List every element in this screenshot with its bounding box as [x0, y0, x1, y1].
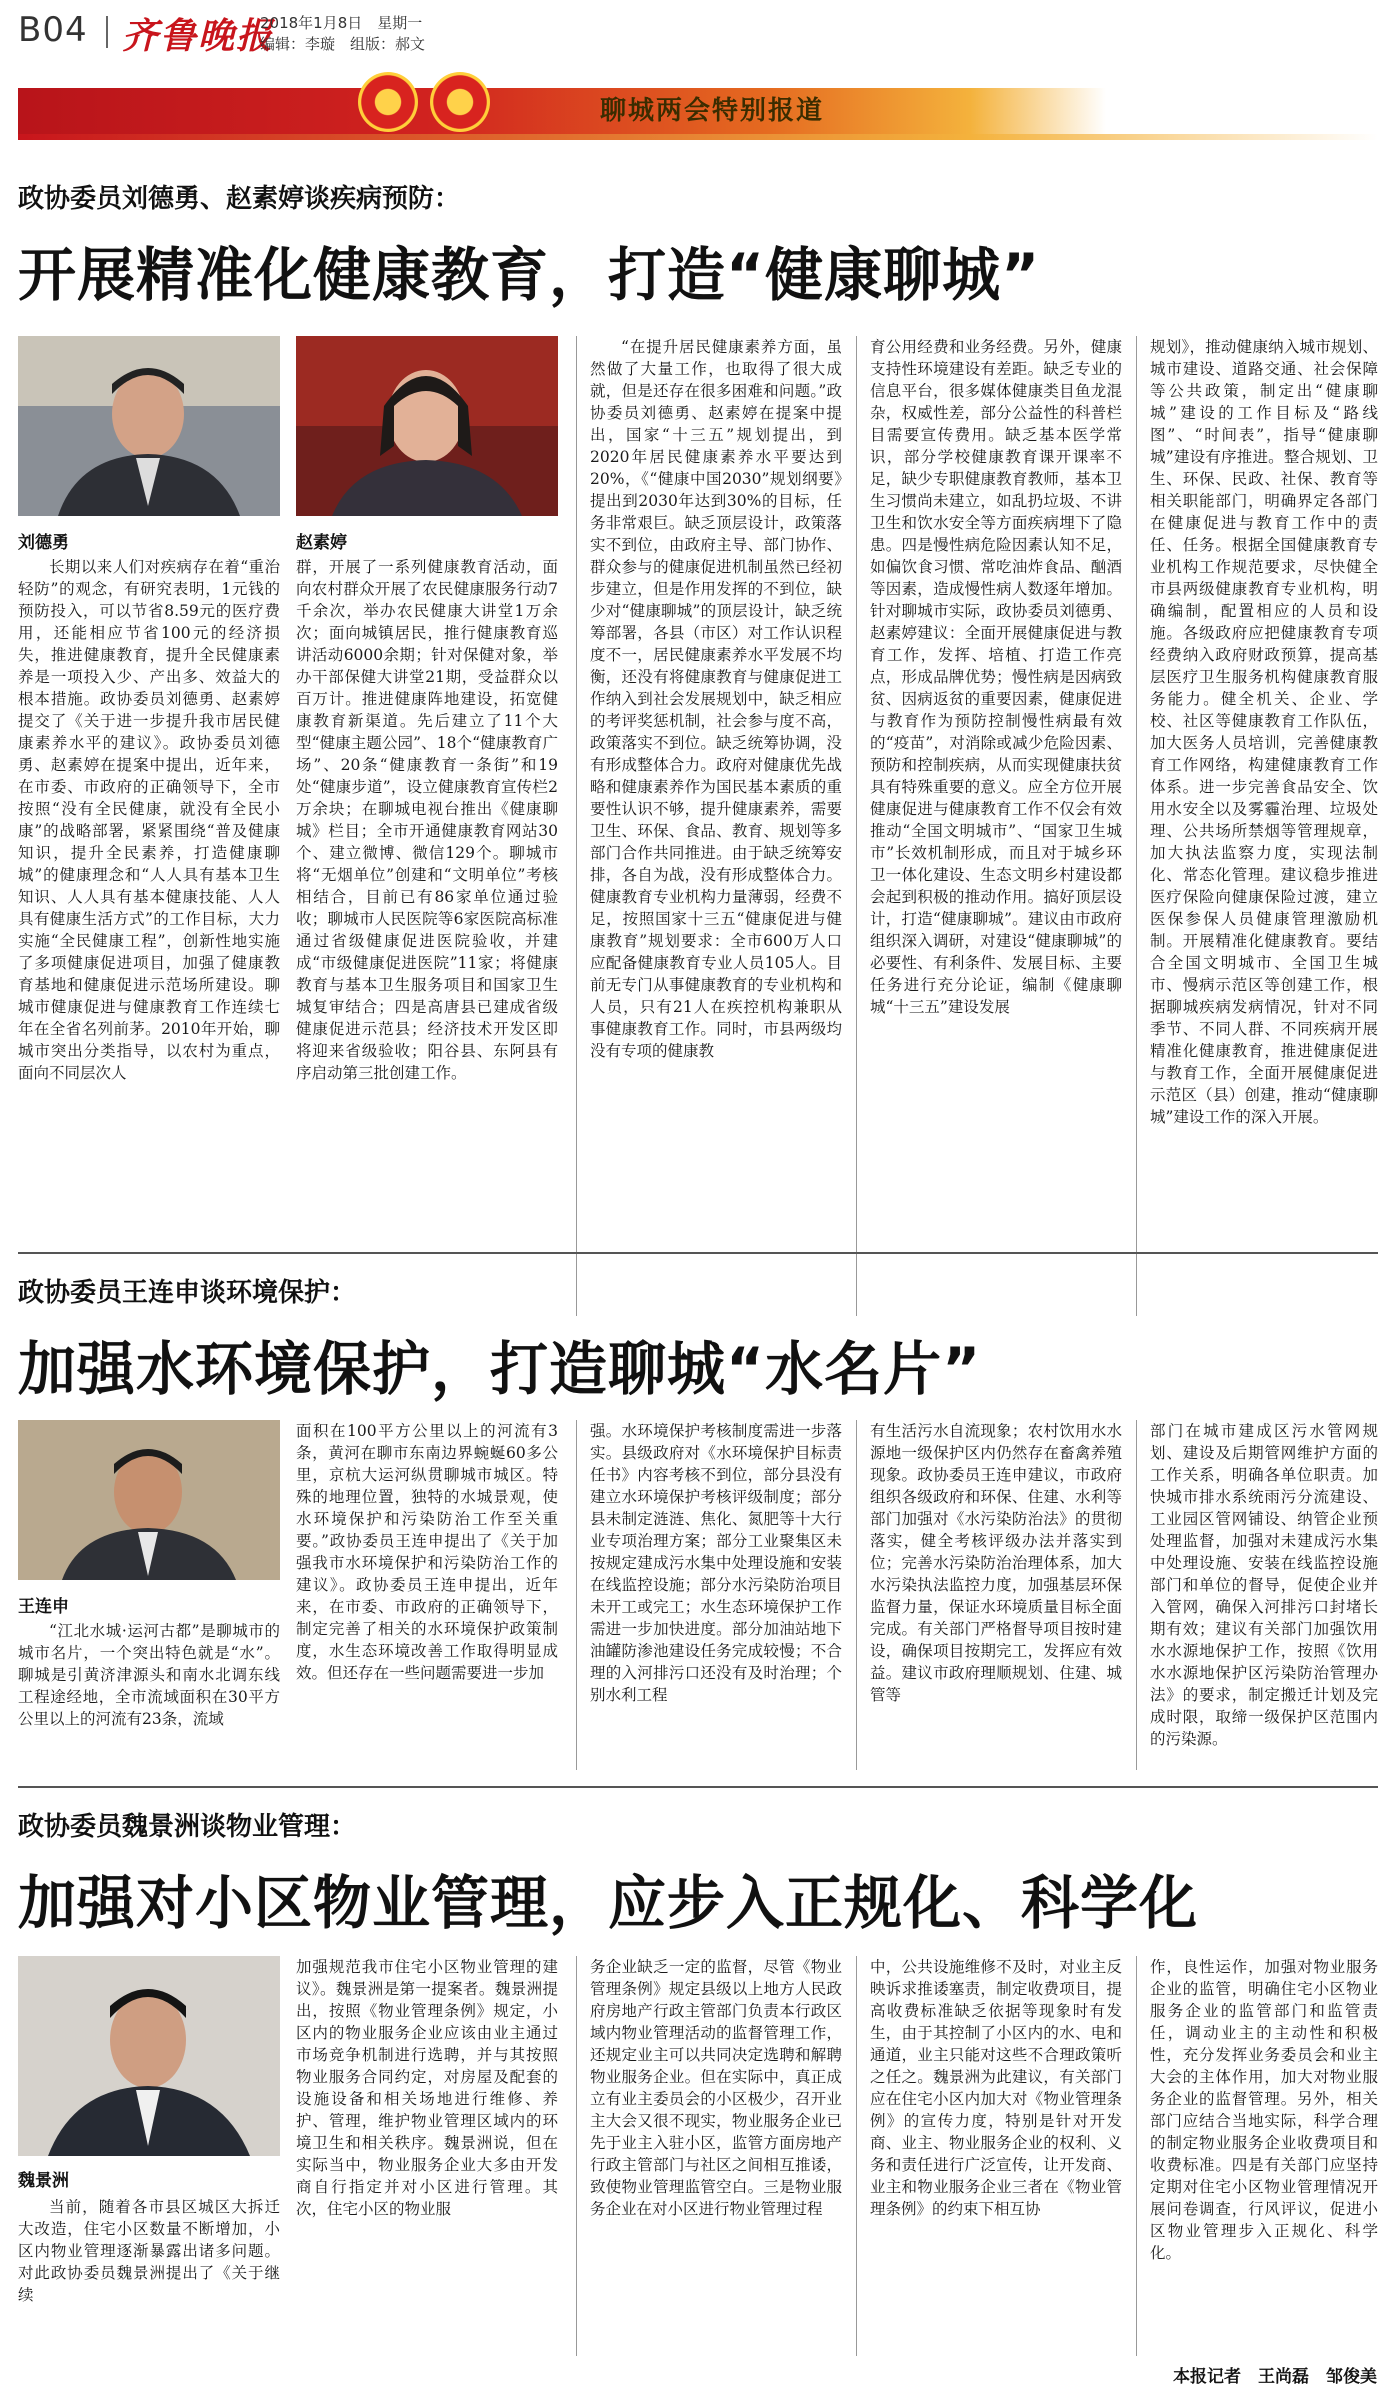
photo-wei-jingzhou	[18, 1956, 280, 2156]
article-1-column-4: 育公用经费和业务经费。另外，健康支持性环境建设有差距。缺乏专业的信息平台，很多媒体健康类目鱼龙混杂，权威性差，部分公益性的科普栏目需要宣传费用。缺乏基本医学常识，部分学校健康教育课开课率不足，缺少专职健康教育教师，基本卫生习惯尚未建立，如乱扔垃圾、不讲卫生和饮水安全等方面疾病埋下了隐患。四是慢性病危险因素认知不足，如偏饮食习惯、常吃油炸食品、酗酒等因素，造成慢性病人数逐年增加。针对聊城市实际，政协委员刘德勇、赵素婷建议：全面开展健康促进与教育工作，发挥、培植、打造工作亮点，形成品牌优势；慢性病是因病致贫、因病返贫的重要因素，健康促进与教育作为预防控制慢性病最有效的“疫苗”，对消除或减少危险因素、预防和控制疾病，从而实现健康扶贫具有特殊重要的意义。应全方位开展健康促进与健康教育工作不仅会有效推动“全国文明城市”、“国家卫生城市”长效机制形成，而且对于城乡环卫一体化建设、生态文明乡村建设都会起到积极的推动作用。搞好顶层设计，打造“健康聊城”。建议由市政府组织深入调研，对建设“健康聊城”的必要性、有利条件、发展目标、主要任务进行充分论证，编制《健康聊城“十三五”建设发展	[870, 338, 1122, 1016]
article-2-column-4: 有生活污水自流现象；农村饮用水水源地一级保护区内仍然存在畜禽养殖现象。政协委员王连申建议，市政府组织各级政府和环保、住建、水利等部门加强对《水污染防治法》的贯彻落实，健全考核评级办法并落实到位；完善水污染防治治理体系，加大水污染执法监控力度，加强基层环保监督力量，保证水环境质量目标全面完成。有关部门严格督导项目按时建设，确保项目按期完工，发挥应有效益。建议市政府理顺规划、住建、城管等	[870, 1422, 1122, 1704]
photo-caption: 刘德勇	[18, 533, 69, 553]
page-number: B04	[18, 10, 88, 50]
photo-wang-lianshen	[18, 1420, 280, 1580]
banner-title: 聊城两会特别报道	[600, 96, 825, 126]
photo-caption: 王连申	[18, 1597, 69, 1617]
article-3-column-3: 务企业缺乏一定的监督，尽管《物业管理条例》规定县级以上地方人民政府房地产行政主管部门负责本行政区域内物业管理活动的监督管理工作，还规定业主可以共同决定选聘和解聘物业服务企业。但在实际中，真正成立有业主委员会的小区极少，召开业主大会又很不现实，物业服务企业已先于业主入驻小区，监管方面房地产行政主管部门与社区之间相互推诿，致使物业管理监管空白。三是物业服务企业在对小区进行物业管理过程	[590, 1958, 842, 2218]
photo-liu-deyong	[18, 336, 280, 516]
article-1-headline: 开展精准化健康教育，打造“健康聊城”	[18, 241, 1041, 309]
photo-zhao-suting	[296, 336, 558, 516]
article-1-column-2: 群，开展了一系列健康教育活动，面向农村群众开展了农民健康服务行动7千余次，举办农民健康大讲堂1万余次；面向城镇居民，推行健康教育巡讲活动6000余期；针对保健对象，举办干部保健大讲堂21期，受益群众以百万计。推进健康阵地建设，拓宽健康教育新渠道。先后建立了11个大型“健康主题公园”、18个“健康教育广场”、20条“健康教育一条街”和19处“健康步道”，设立健康教育宣传栏2万余块；在聊城电视台推出《健康聊城》栏目；全市开通健康教育网站30个、建立微博、微信129个。聊城市将“无烟单位”创建和“文明单位”考核相结合，目前已有86家单位通过验收；聊城市人民医院等6家医院高标准通过省级健康促进医院验收，并建成“市级健康促进医院”11家；将健康教育与基本卫生服务项目和国家卫生城复审结合；四是高唐县已建成省级健康促进示范县；经济技术开发区即将迎来省级验收；阳谷县、东阿县有序启动第三批创建工作。	[296, 558, 558, 1082]
article-2-column-3: 强。水环境保护考核制度需进一步落实。县级政府对《水环境保护目标责任书》内容考核不到位，部分县没有建立水环境保护考核评级制度；部分县未制定涟涟、焦化、氮肥等十大行业专项治理方案；部分工业聚集区未按规定建成污水集中处理设施和安装在线监控设施；部分水污染防治项目未开工或完工；水生态环境保护工作需进一步加快进度。部分加油站地下油罐防渗池建设任务完成较慢；不合理的入河排污口还没有及时治理；个别水利工程	[590, 1422, 842, 1704]
article-3-headline: 加强对小区物业管理，应步入正规化、科学化	[18, 1869, 1199, 1937]
column-divider	[576, 336, 577, 1316]
article-1-column-5: 规划》，推动健康纳入城市规划、城市建设、道路交通、社会保障等公共政策，制定出“健康聊城”建设的工作目标及“路线图”、“时间表”，指导“健康聊城”建设有序推进。整合规划、卫生、环保、民政、社保、教育等相关职能部门，明确界定各部门在健康促进与教育工作中的责任、任务。根据全国健康教育专业机构工作规范要求，尽快健全市县两级健康教育专业机构，明确编制，配置相应的人员和设施。各级政府应把健康教育专项经费纳入政府财政预算，提高基层医疗卫生服务机构健康教育服务能力。健全机关、企业、学校、社区等健康教育工作队伍，加大医务人员培训，完善健康教育工作网络，构建健康教育工作体系。进一步完善食品安全、饮用水安全以及雾霾治理、垃圾处理、公共场所禁烟等管理规章，加大执法监察力度，实现法制化、常态化管理。建议稳步推进医疗保险向健康保险过渡，建立医保参保人员健康管理激励机制。开展精准化健康教育。要结合全国文明城市、全国卫生城市、慢病示范区等创建工作，根据聊城疾病发病情况，针对不同季节、不同人群、不同疾病开展精准化健康教育，推进健康促进与教育工作，全面开展健康促进示范区（县）创建，推动“健康聊城”建设工作的深入开展。	[1150, 338, 1378, 1126]
section-rule	[18, 1786, 1378, 1788]
column-divider	[856, 1420, 857, 1770]
newspaper-logo: 齐鲁晚报	[122, 15, 275, 57]
national-emblem-icon	[358, 72, 418, 132]
article-2-column-5: 部门在城市建成区污水管网规划、建设及后期管网维护方面的工作关系，明确各单位职责。加快城市排水系统雨污分流建设、工业园区管网铺设、纳管企业预处理监督，加强对未建成污水集中处理设施、安装在线监控设施部门和单位的督导，促使企业并入管网，确保入河排污口封堵长期有效；建议有关部门加强饮用水水源地保护工作，按照《饮用水水源地保护区污染防治管理办法》的要求，制定搬迁计划及完成时限，取缔一级保护区范围内的污染源。	[1150, 1422, 1378, 1748]
editor-credit: 编辑：李璇 组版：郝文	[260, 35, 426, 53]
column-divider	[1136, 1420, 1137, 1770]
article-2-column-1: “江北水城·运河古都”是聊城市的城市名片，一个突出特色就是“水”。聊城是引黄济津源头和南水北调东线工程途经地，全市流域面积在30平方公里以上的河流有23条，流域	[18, 1622, 280, 1728]
article-3-column-1: 当前，随着各市县区城区大拆迁大改造，住宅小区数量不断增加，小区内物业管理逐渐暴露出诸多问题。对此政协委员魏景洲提出了《关于继续	[18, 2198, 280, 2304]
issue-date: 2018年1月8日 星期一	[260, 14, 423, 32]
article-2-kicker: 政协委员王连申谈环境保护：	[18, 1278, 357, 1308]
article-3-kicker: 政协委员魏景洲谈物业管理：	[18, 1812, 357, 1842]
cppcc-emblem-icon	[430, 72, 490, 132]
article-3-column-2: 加强规范我市住宅小区物业管理的建议》。魏景洲是第一提案者。魏景洲提出，按照《物业管理条例》规定，小区内的物业服务企业应该由业主通过市场竞争机制进行选聘，并与其按照物业服务合同约定，对房屋及配套的设施设备和相关场地进行维修、养护、管理，维护物业管理区域内的环境卫生和相关秩序。魏景洲说，但在实际当中，物业服务企业大多由开发商自行指定并对小区进行管理。其次，住宅小区的物业服	[296, 1958, 558, 2218]
article-1-column-1: 长期以来人们对疾病存在着“重治轻防”的观念，有研究表明，1元钱的预防投入，可以节省8.59元的医疗费用，还能相应节省100元的经济损失，推进健康教育，提升全民健康素养是一项投入少、产出多、效益大的根本措施。政协委员刘德勇、赵素婷提交了《关于进一步提升我市居民健康素养水平的建议》。政协委员刘德勇、赵素婷在提案中提出，近年来，在市委、市政府的正确领导下，全市按照“没有全民健康，就没有全民小康”的战略部署，紧紧围绕“普及健康知识，提升全民素养，打造健康聊城”的健康理念和“人人具有基本卫生知识、人人具有基本健康技能、人人具有健康生活方式”的工作目标，大力实施“全民健康工程”，创新性地实施了多项健康促进项目，加强了健康教育基地和健康促进示范场所建设。聊城市健康促进与健康教育工作连续七年在全省名列前茅。2010年开始，聊城市突出分类指导，以农村为重点，面向不同层次人	[18, 558, 280, 1082]
column-divider	[856, 1956, 857, 2356]
article-3-column-5: 作，良性运作，加强对物业服务企业的监管，明确住宅小区物业服务企业的监管部门和监管责任，调动业主的主动性和积极性，充分发挥业务委员会和业主大会的主体作用，加大对物业服务企业的监督管理。另外，相关部门应结合当地实际，科学合理的制定物业服务企业收费项目和收费标准。四是有关部门应坚持定期对住宅小区物业管理情况开展问卷调查，行风评议，促进小区物业管理步入正规化、科学化。	[1150, 1958, 1378, 2262]
header-divider	[106, 16, 108, 48]
article-2-headline: 加强水环境保护，打造聊城“水名片”	[18, 1335, 982, 1403]
article-1-column-3: “在提升居民健康素养方面，虽然做了大量工作，也取得了很大成就，但是还存在很多困难和问题。”政协委员刘德勇、赵素婷在提案中提出，国家“十三五”规划提出，到2020年居民健康素养水平要达到20%，《“健康中国2030”规划纲要》提出到2030年达到30%的目标，任务非常艰巨。缺乏顶层设计，政策落实不到位，由政府主导、部门协作、群众参与的健康促进机制虽然已经初步建立，但是作用发挥的不到位，缺少对“健康聊城”的顶层设计，缺乏统筹部署，各县（市区）对工作认识程度不一，居民健康素养水平发展不均衡，还没有将健康教育与健康促进工作纳入到社会发展规划中，缺乏相应的考评奖惩机制，社会参与度不高，政策落实不到位。缺乏统筹协调，没有形成整体合力。政府对健康优先战略和健康素养作为国民基本素质的重要性认识不够，提升健康素养，需要卫生、环保、食品、教育、规划等多部门合作共同推进。由于缺乏统筹安排，各自为战，没有形成整体合力。健康教育专业机构力量薄弱，经费不足，按照国家十三五“健康促进与健康教育”规划要求：全市600万人口应配备健康教育专业人员105人。目前无专门从事健康教育的专业机构和人员，只有21人在疾控机构兼职从事健康教育工作。同时，市县两级均没有专项的健康教	[590, 338, 842, 1060]
section-rule	[18, 1252, 1378, 1254]
article-3-column-4: 中，公共设施维修不及时，对业主反映诉求推诿塞责，制定收费项目，提高收费标准缺乏依据等现象时有发生，由于其控制了小区内的水、电和通道，业主只能对这些不合理政策听之任之。魏景洲为此建议，有关部门应在住宅小区内加大对《物业管理条例》的宣传力度，特别是针对开发商、业主、物业服务企业的权利、义务和责任进行广泛宣传，让开发商、业主和物业服务企业三者在《物业管理条例》的约束下相互协	[870, 1958, 1122, 2218]
photo-caption: 赵素婷	[296, 533, 347, 553]
banner-stripe	[18, 134, 1378, 140]
article-2-column-2: 面积在100平方公里以上的河流有3条，黄河在聊市东南边界蜿蜒60多公里，京杭大运河纵贯聊城市城区。特殊的地理位置，独特的水城景观，使水环境保护和污染防治工作至关重要。”政协委员王连申提出了《关于加强我市水环境保护和污染防治工作的建议》。政协委员王连申提出，近年来，在市委、市政府的正确领导下，制定完善了相关的水环境保护政策制度，水生态环境改善工作取得明显成效。但还存在一些问题需要进一步加	[296, 1422, 558, 1682]
column-divider	[576, 1956, 577, 2356]
article-1-kicker: 政协委员刘德勇、赵素婷谈疾病预防：	[18, 184, 461, 214]
photo-caption: 魏景洲	[18, 2171, 69, 2191]
reporter-byline: 本报记者 王尚磊 邹俊美	[1173, 2367, 1377, 2387]
column-divider	[576, 1420, 577, 1770]
column-divider	[1136, 336, 1137, 1316]
column-divider	[1136, 1956, 1137, 2356]
column-divider	[856, 336, 857, 1316]
